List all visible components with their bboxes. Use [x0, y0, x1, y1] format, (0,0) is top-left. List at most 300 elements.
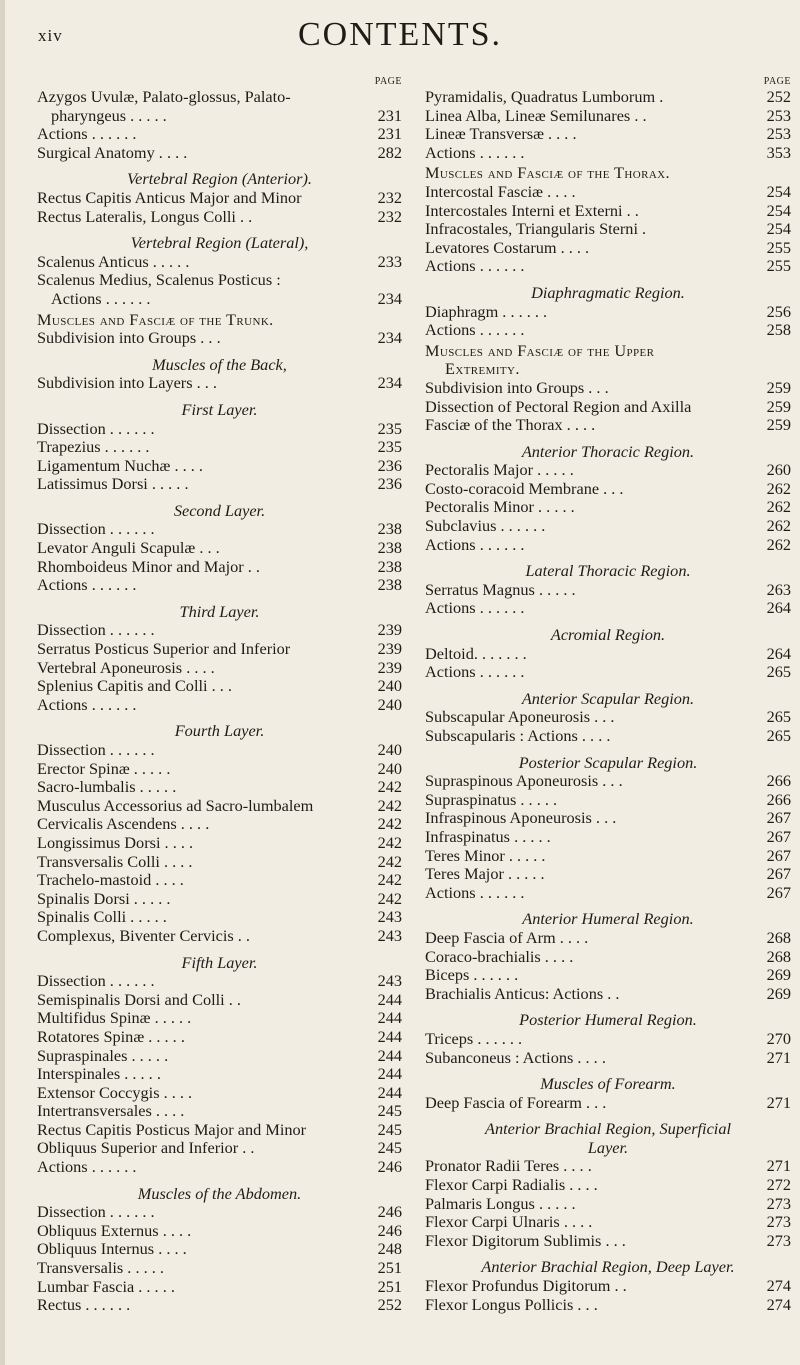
- page-header: [0, 10, 800, 60]
- toc-entry[interactable]: [425, 321, 791, 340]
- toc-entry[interactable]: [37, 88, 402, 107]
- toc-entry-page: 271: [766, 1047, 791, 1067]
- toc-entry[interactable]: [37, 972, 402, 991]
- toc-entry[interactable]: [425, 1094, 791, 1113]
- toc-entry-title: Dissection . . . . . .: [37, 419, 155, 438]
- section-subheading: Layer.: [587, 1137, 629, 1157]
- section-subheading: Anterior Thoracic Region.: [521, 441, 695, 461]
- section-subheading: Muscles of Forearm.: [540, 1074, 676, 1094]
- toc-entry-page: 353: [766, 142, 791, 162]
- toc-entry[interactable]: [37, 290, 402, 309]
- section-subheading: Second Layer.: [173, 500, 266, 520]
- toc-entry[interactable]: [37, 1240, 402, 1259]
- toc-entry-page: 282: [377, 142, 402, 162]
- toc-entry-page: 264: [766, 643, 791, 663]
- toc-entry-title: Surgical Anatomy . . . .: [37, 143, 188, 162]
- toc-entry-title: Subscapular Aponeurosis . . .: [425, 708, 615, 727]
- toc-entry[interactable]: [37, 253, 402, 272]
- toc-entry-page: 264: [766, 598, 791, 618]
- toc-entry-title: Rectus Lateralis, Longus Colli . .: [37, 207, 253, 226]
- toc-entry[interactable]: [37, 621, 402, 640]
- toc-entry[interactable]: [37, 558, 402, 577]
- toc-entry-title: Trapezius . . . . . .: [37, 438, 150, 457]
- toc-entry-page: 262: [766, 497, 791, 517]
- toc-entry-page: 242: [377, 832, 402, 852]
- toc-entry-page: 246: [377, 1220, 402, 1240]
- section-heading: Muscles and Fasciæ of the Thorax.: [425, 163, 670, 183]
- toc-entry-page: 245: [377, 1119, 402, 1139]
- toc-entry-title: pharyngeus . . . . .: [51, 106, 167, 125]
- toc-entry[interactable]: [37, 1102, 402, 1121]
- toc-entry-title: Subdivision into Layers . . .: [37, 374, 217, 393]
- toc-entry-title: Levator Anguli Scapulæ . . .: [37, 539, 220, 558]
- toc-entry-page: 267: [766, 864, 791, 884]
- toc-entry[interactable]: [425, 929, 791, 948]
- toc-entry-title: Diaphragm . . . . . .: [425, 302, 548, 321]
- section-subheading: Diaphragmatic Region.: [531, 282, 685, 302]
- toc-entry[interactable]: [37, 208, 402, 227]
- toc-entry-title: Fasciæ of the Thorax . . . .: [425, 416, 596, 435]
- section-heading-continued: Extremity.: [445, 359, 520, 379]
- toc-entry[interactable]: [37, 760, 402, 779]
- toc-entry[interactable]: [425, 498, 791, 517]
- toc-entry-title: Pyramidalis, Quadratus Lumborum .: [425, 88, 664, 106]
- toc-entry-page: 267: [766, 808, 791, 828]
- toc-entry-title: Flexor Profundus Digitorum . .: [425, 1277, 627, 1296]
- toc-entry[interactable]: [37, 420, 402, 439]
- toc-entry[interactable]: [37, 144, 402, 163]
- toc-entry-title: Pectoralis Major . . . . .: [425, 461, 574, 480]
- toc-entry[interactable]: [425, 865, 791, 884]
- toc-entry-page: 267: [766, 845, 791, 865]
- toc-entry-title: Infraspinatus . . . . .: [425, 827, 551, 846]
- toc-entry-page: 231: [377, 124, 402, 144]
- toc-entry-page: 258: [766, 320, 791, 340]
- toc-entry-title: Multifidus Spinæ . . . . .: [37, 1009, 192, 1028]
- toc-entry[interactable]: [37, 908, 402, 927]
- contents-column-left: [37, 76, 402, 1315]
- toc-entry-page: 242: [377, 870, 402, 890]
- toc-entry-title: Trachelo-mastoid . . . .: [37, 871, 184, 890]
- toc-entry-title: Latissimus Dorsi . . . . .: [37, 475, 189, 494]
- toc-entry-title: Linea Alba, Lineæ Semilunares . .: [425, 106, 647, 125]
- toc-entry[interactable]: [425, 663, 791, 682]
- toc-entry-page: 238: [377, 519, 402, 539]
- toc-entry-title: Subscapularis : Actions . . . .: [425, 727, 611, 745]
- toc-entry[interactable]: [37, 438, 402, 457]
- toc-entry-page: 268: [766, 946, 791, 966]
- toc-entry-page: 242: [377, 814, 402, 834]
- toc-entry-title: Lumbar Fascia . . . . .: [37, 1277, 175, 1296]
- toc-entry-page: 251: [377, 1258, 402, 1278]
- toc-entry-title: Obliquus Externus . . . .: [37, 1221, 192, 1240]
- section-subheading: First Layer.: [181, 399, 258, 419]
- section-subheading: Muscles of the Abdomen.: [137, 1183, 302, 1203]
- toc-entry[interactable]: [425, 125, 791, 144]
- toc-entry[interactable]: [37, 1222, 402, 1241]
- toc-entry[interactable]: [37, 741, 402, 760]
- toc-entry[interactable]: [37, 927, 402, 946]
- toc-entry-page: 273: [766, 1193, 791, 1213]
- toc-entry-page: 262: [766, 534, 791, 554]
- section-subheading: Lateral Thoracic Region.: [525, 561, 691, 581]
- toc-entry-page: 266: [766, 771, 791, 791]
- toc-entry-title: Obliquus Superior and Inferior . .: [37, 1139, 255, 1158]
- toc-entry[interactable]: [425, 828, 791, 847]
- toc-entry-title: Actions . . . . . .: [37, 1158, 137, 1177]
- toc-entry-title: Spinalis Colli . . . . .: [37, 908, 167, 927]
- page-column-heading: PAGE: [374, 76, 402, 87]
- toc-entry-title: Subdivision into Groups . . .: [37, 329, 221, 348]
- toc-entry[interactable]: [37, 1158, 402, 1177]
- toc-entry-page: 245: [377, 1138, 402, 1158]
- toc-entry-title: Actions . . . . . .: [425, 257, 525, 276]
- toc-entry-title: Dissection . . . . . .: [37, 972, 155, 991]
- toc-entry[interactable]: [425, 645, 791, 664]
- toc-entry-title: Rectus . . . . . .: [37, 1296, 131, 1315]
- toc-entry[interactable]: [425, 791, 791, 810]
- toc-entry[interactable]: [37, 457, 402, 476]
- toc-entry-title: Dissection . . . . . .: [37, 621, 155, 640]
- toc-entry-title: Complexus, Biventer Cervicis . .: [37, 926, 250, 945]
- toc-entry-page: 233: [377, 251, 402, 271]
- toc-entry[interactable]: [425, 1030, 791, 1049]
- toc-entry[interactable]: [37, 1065, 402, 1084]
- toc-entry-page: 245: [377, 1101, 402, 1121]
- toc-entry-title: Teres Minor . . . . .: [425, 846, 546, 865]
- toc-entry[interactable]: [37, 189, 402, 208]
- toc-entry[interactable]: [425, 239, 791, 258]
- toc-entry[interactable]: [37, 1009, 402, 1028]
- toc-entry-page: 244: [377, 1064, 402, 1084]
- page-title: CONTENTS.: [297, 16, 503, 53]
- toc-entry-title: Obliquus Internus . . . .: [37, 1240, 187, 1259]
- toc-entry[interactable]: [425, 202, 791, 221]
- toc-entry-title: Supraspinales . . . . .: [37, 1046, 169, 1065]
- toc-entry[interactable]: [37, 659, 402, 678]
- toc-entry-page: 265: [766, 726, 791, 745]
- toc-entry[interactable]: [425, 88, 791, 107]
- toc-entry[interactable]: [425, 220, 791, 239]
- toc-entry[interactable]: [425, 480, 791, 499]
- toc-entry-title: Rectus Capitis Anticus Major and Minor: [37, 188, 302, 207]
- toc-entry-title: Rectus Capitis Posticus Major and Minor: [37, 1120, 307, 1139]
- toc-entry[interactable]: [37, 1047, 402, 1066]
- toc-entry[interactable]: [37, 853, 402, 872]
- toc-entry-page: 251: [377, 1276, 402, 1296]
- toc-entry[interactable]: [425, 1232, 791, 1251]
- toc-entry[interactable]: [425, 1195, 791, 1214]
- toc-entry[interactable]: [37, 797, 402, 816]
- section-subheading: Vertebral Region (Lateral),: [130, 233, 309, 253]
- toc-entry-page: 256: [766, 301, 791, 321]
- toc-entry-title: Actions . . . . . .: [51, 289, 151, 308]
- toc-entry-page: 242: [377, 851, 402, 871]
- toc-entry-title: Extensor Coccygis . . . .: [37, 1083, 193, 1102]
- section-subheading: Fifth Layer.: [181, 952, 258, 972]
- toc-entry-title: Ligamentum Nuchæ . . . .: [37, 456, 203, 475]
- toc-entry-page: 262: [766, 516, 791, 536]
- toc-entry-title: Intercostales Interni et Externi . .: [425, 201, 639, 220]
- toc-entry-page: 254: [766, 219, 791, 239]
- toc-entry-page: 254: [766, 181, 791, 201]
- toc-entry-title: Azygos Uvulæ, Palato-glossus, Palato-: [37, 88, 291, 106]
- toc-entry[interactable]: [37, 834, 402, 853]
- toc-entry[interactable]: [37, 1296, 402, 1315]
- toc-entry-title: Flexor Carpi Radialis . . . .: [425, 1176, 598, 1195]
- toc-entry[interactable]: [425, 727, 791, 746]
- toc-entry[interactable]: [425, 1049, 791, 1068]
- toc-entry-page: 273: [766, 1212, 791, 1232]
- toc-entry-page: 238: [377, 556, 402, 576]
- toc-entry-title: Dissection of Pectoral Region and Axilla: [425, 397, 692, 416]
- toc-entry[interactable]: [37, 778, 402, 797]
- section-subheading: Posterior Humeral Region.: [519, 1010, 697, 1030]
- toc-entry-title: Triceps . . . . . .: [425, 1029, 523, 1048]
- toc-entry-title: Intercostal Fasciæ . . . .: [425, 182, 576, 201]
- toc-entry-page: 236: [377, 455, 402, 475]
- section-subheading: Vertebral Region (Anterior).: [127, 169, 312, 189]
- toc-entry-title: Infracostales, Triangularis Sterni .: [425, 220, 647, 239]
- page-edge: [0, 0, 5, 1365]
- toc-entry-title: Brachialis Anticus: Actions . .: [425, 984, 620, 1003]
- section-subheading: Fourth Layer.: [174, 721, 265, 741]
- toc-entry-title: Serratus Magnus . . . . .: [425, 580, 576, 599]
- toc-entry[interactable]: [425, 536, 791, 555]
- toc-entry[interactable]: [37, 1259, 402, 1278]
- toc-entry-title: Erector Spinæ . . . . .: [37, 759, 171, 778]
- toc-entry-title: Pronator Radii Teres . . . .: [425, 1157, 592, 1176]
- toc-entry-page: 246: [377, 1157, 402, 1177]
- toc-entry-title: Pectoralis Minor . . . . .: [425, 498, 575, 517]
- toc-entry-title: Dissection . . . . . .: [37, 741, 155, 759]
- toc-entry-title: Deep Fascia of Arm . . . .: [425, 928, 589, 947]
- toc-entry[interactable]: [425, 948, 791, 967]
- toc-entry-title: Serratus Posticus Superior and Inferior: [37, 640, 291, 659]
- toc-entry[interactable]: [425, 884, 791, 903]
- toc-entry-page: 266: [766, 789, 791, 809]
- toc-entry-title: Flexor Carpi Ulnaris . . . .: [425, 1213, 593, 1232]
- toc-entry[interactable]: [37, 677, 402, 696]
- toc-entry[interactable]: [425, 379, 791, 398]
- toc-entry-page: 235: [377, 437, 402, 457]
- toc-entry-page: 265: [766, 707, 791, 727]
- toc-entry[interactable]: [425, 1213, 791, 1232]
- toc-entry[interactable]: [425, 398, 791, 417]
- toc-entry-page: 235: [377, 418, 402, 438]
- toc-entry[interactable]: [37, 539, 402, 558]
- section-subheading: Anterior Brachial Region, Superficial: [485, 1119, 731, 1139]
- toc-entry-page: 265: [766, 662, 791, 682]
- toc-entry[interactable]: [425, 708, 791, 727]
- toc-entry-title: Infraspinous Aponeurosis . . .: [425, 809, 617, 828]
- toc-entry-title: Subanconeus : Actions . . . .: [425, 1048, 606, 1067]
- toc-entry[interactable]: [37, 329, 402, 348]
- toc-entry-title: Musculus Accessorius ad Sacro-lumbalem: [37, 796, 314, 815]
- toc-entry[interactable]: [37, 374, 402, 393]
- toc-entry[interactable]: [37, 991, 402, 1010]
- toc-entry-title: Cervicalis Ascendens . . . .: [37, 815, 210, 834]
- toc-entry-title: Actions . . . . . .: [37, 125, 137, 144]
- toc-entry[interactable]: [425, 599, 791, 618]
- toc-entry-title: Scalenus Medius, Scalenus Posticus :: [37, 271, 281, 290]
- toc-entry-page: 246: [377, 1202, 402, 1222]
- toc-entry-page: 267: [766, 882, 791, 902]
- toc-entry-title: Lineæ Transversæ . . . .: [425, 125, 577, 144]
- toc-entry-title: Actions . . . . . .: [425, 883, 525, 902]
- toc-entry-page: 234: [377, 373, 402, 393]
- toc-entry-page: 243: [377, 907, 402, 927]
- toc-entry-title: Supraspinatus . . . . .: [425, 790, 558, 809]
- toc-entry-title: Flexor Longus Pollicis . . .: [425, 1295, 598, 1314]
- toc-entry[interactable]: [425, 303, 791, 322]
- toc-entry-title: Subdivision into Groups . . .: [425, 378, 609, 397]
- toc-entry-page: 263: [766, 579, 791, 599]
- toc-entry-title: Subclavius . . . . . .: [425, 517, 546, 536]
- toc-entry-title: Levatores Costarum . . . .: [425, 238, 590, 257]
- toc-entry-page: 242: [377, 795, 402, 815]
- toc-entry-title: Longissimus Dorsi . . . .: [37, 833, 194, 852]
- toc-entry-page: 274: [766, 1294, 791, 1314]
- toc-entry[interactable]: [37, 1139, 402, 1158]
- toc-entry-page: 243: [377, 925, 402, 945]
- section-subheading: Anterior Scapular Region.: [521, 688, 695, 708]
- toc-entry-page: 268: [766, 927, 791, 947]
- toc-entry[interactable]: [425, 809, 791, 828]
- toc-entry-title: Intertransversales . . . .: [37, 1102, 185, 1121]
- page-column-heading: PAGE: [763, 76, 791, 87]
- toc-entry-title: Spinalis Dorsi . . . . .: [37, 889, 171, 908]
- toc-entry[interactable]: [37, 1028, 402, 1047]
- section-subheading: Acromial Region.: [550, 625, 666, 645]
- toc-entry[interactable]: [37, 475, 402, 494]
- toc-entry-title: Sacro-lumbalis . . . . .: [37, 778, 177, 797]
- toc-entry-title: Transversalis Colli . . . .: [37, 852, 193, 871]
- toc-entry[interactable]: [37, 696, 402, 715]
- section-subheading: Third Layer.: [179, 601, 260, 621]
- toc-entry-page: 253: [766, 105, 791, 125]
- toc-entry-title: Actions . . . . . .: [425, 599, 525, 618]
- toc-entry-page: 244: [377, 1082, 402, 1102]
- toc-entry-page: 262: [766, 478, 791, 498]
- toc-entry-page: 236: [377, 474, 402, 494]
- toc-entry-page: 238: [377, 538, 402, 558]
- toc-entry-page: 259: [766, 415, 791, 435]
- toc-entry[interactable]: [37, 520, 402, 539]
- toc-entry-page: 240: [377, 740, 402, 759]
- toc-entry-page: 243: [377, 971, 402, 991]
- toc-entry[interactable]: [37, 1203, 402, 1222]
- toc-entry[interactable]: [37, 890, 402, 909]
- toc-entry[interactable]: [425, 966, 791, 985]
- toc-entry[interactable]: [425, 1296, 791, 1315]
- toc-entry[interactable]: [425, 847, 791, 866]
- toc-entry[interactable]: [425, 107, 791, 126]
- toc-entry[interactable]: [425, 985, 791, 1004]
- toc-entry-page: 239: [377, 620, 402, 640]
- toc-entry-page: 269: [766, 983, 791, 1003]
- toc-entry[interactable]: [37, 576, 402, 595]
- toc-entry-page: 255: [766, 256, 791, 276]
- toc-entry-title: Deep Fascia of Forearm . . .: [425, 1093, 607, 1112]
- toc-entry-title: Rotatores Spinæ . . . . .: [37, 1027, 185, 1046]
- toc-entry-page: 231: [377, 105, 402, 125]
- toc-entry-page: 248: [377, 1239, 402, 1259]
- section-heading: Muscles and Fasciæ of the Trunk.: [37, 309, 274, 329]
- toc-entry[interactable]: [425, 144, 791, 163]
- toc-entry[interactable]: [37, 640, 402, 659]
- toc-entry-page: 238: [377, 575, 402, 595]
- toc-entry-page: 272: [766, 1175, 791, 1195]
- toc-entry[interactable]: [425, 257, 791, 276]
- toc-entry[interactable]: [37, 871, 402, 890]
- toc-entry-page: 234: [377, 288, 402, 308]
- toc-entry-title: Palmaris Longus . . . . .: [425, 1194, 576, 1213]
- toc-entry-page: 255: [766, 237, 791, 257]
- toc-entry[interactable]: [425, 772, 791, 791]
- toc-entry-title: Deltoid. . . . . . .: [425, 644, 527, 663]
- toc-entry-page: 240: [377, 676, 402, 696]
- toc-entry-title: Costo-coracoid Membrane . . .: [425, 479, 624, 498]
- toc-entry-title: Dissection . . . . . .: [37, 520, 155, 539]
- toc-entry-page: 234: [377, 328, 402, 348]
- toc-entry[interactable]: [425, 461, 791, 480]
- toc-entry[interactable]: [425, 517, 791, 536]
- toc-entry-title: Actions . . . . . .: [425, 321, 525, 340]
- toc-entry-title: Dissection . . . . . .: [37, 1203, 155, 1222]
- toc-entry[interactable]: [37, 271, 402, 290]
- toc-entry-title: Actions . . . . . .: [37, 695, 137, 714]
- toc-entry[interactable]: [425, 581, 791, 600]
- toc-entry[interactable]: [425, 1157, 791, 1176]
- toc-entry-page: 242: [377, 777, 402, 797]
- toc-entry-title: Vertebral Aponeurosis . . . .: [37, 658, 215, 677]
- toc-entry-page: 252: [377, 1295, 402, 1315]
- toc-entry-page: 240: [377, 694, 402, 714]
- toc-entry[interactable]: [37, 1121, 402, 1140]
- toc-entry-title: Semispinalis Dorsi and Colli . .: [37, 990, 241, 1009]
- toc-entry[interactable]: [37, 815, 402, 834]
- toc-entry-page: 244: [377, 1026, 402, 1046]
- toc-entry-title: Flexor Digitorum Sublimis . . .: [425, 1231, 626, 1250]
- toc-entry[interactable]: [37, 107, 402, 126]
- toc-entry-page: 244: [377, 1008, 402, 1028]
- toc-entry[interactable]: [425, 416, 791, 435]
- toc-entry-page: 260: [766, 460, 791, 480]
- toc-entry-title: Actions . . . . . .: [425, 143, 525, 162]
- toc-entry[interactable]: [425, 1277, 791, 1296]
- toc-entry-page: 259: [766, 377, 791, 397]
- toc-entry-page: 253: [766, 124, 791, 144]
- section-heading: Muscles and Fasciæ of the Upper: [425, 340, 655, 360]
- toc-entry-page: 252: [766, 87, 791, 106]
- contents-column-right: [425, 76, 791, 1314]
- toc-entry-title: Actions . . . . . .: [425, 535, 525, 554]
- toc-entry[interactable]: [425, 1176, 791, 1195]
- toc-entry-title: Scalenus Anticus . . . . .: [37, 252, 190, 271]
- toc-entry-page: 274: [766, 1276, 791, 1296]
- toc-entry-page: 244: [377, 989, 402, 1009]
- toc-entry[interactable]: [425, 183, 791, 202]
- toc-entry[interactable]: [37, 1278, 402, 1297]
- toc-entry-page: 271: [766, 1156, 791, 1176]
- toc-entry-page: 244: [377, 1045, 402, 1065]
- page-folio: xiv: [38, 26, 63, 45]
- toc-entry[interactable]: [37, 125, 402, 144]
- toc-entry-page: 240: [377, 758, 402, 778]
- toc-entry-title: Splenius Capitis and Colli . . .: [37, 677, 232, 696]
- toc-entry[interactable]: [37, 1084, 402, 1103]
